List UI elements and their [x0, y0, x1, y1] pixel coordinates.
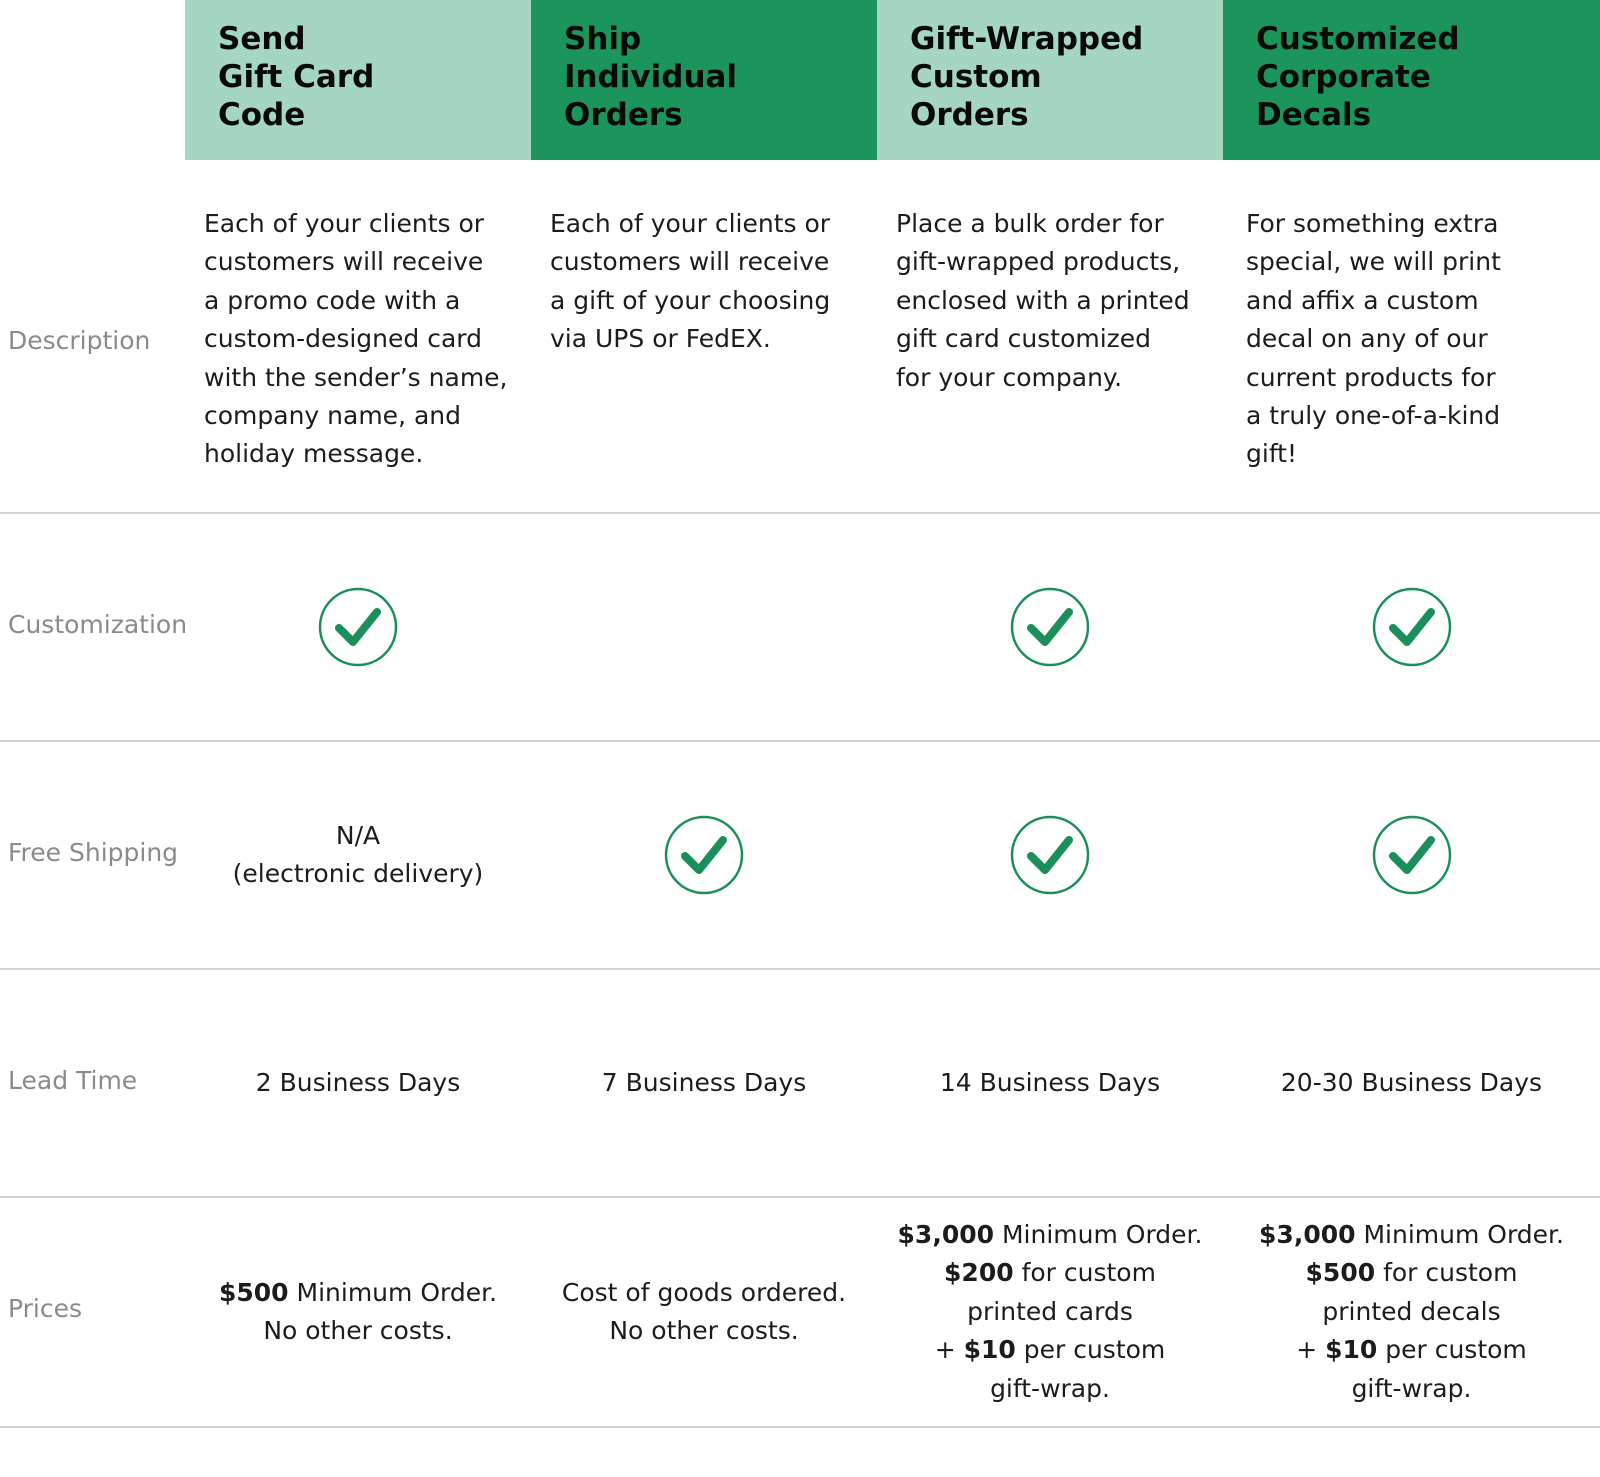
customization-cell	[1223, 514, 1600, 740]
price-text: Minimum Order.	[288, 1277, 498, 1307]
price-text: +	[934, 1335, 964, 1365]
price-text: for custom	[1013, 1258, 1156, 1288]
price-line	[1296, 1331, 1527, 1369]
checkmark-icon	[1372, 587, 1452, 667]
lead-time-cell	[1223, 970, 1600, 1196]
checkmark-icon	[1010, 815, 1090, 895]
free-shipping-na: N/A	[335, 820, 381, 850]
price-line: printed decals	[1322, 1296, 1501, 1326]
free-shipping-cell	[531, 742, 877, 968]
lead-time-cell	[531, 970, 877, 1196]
price-text: Minimum Order.	[994, 1219, 1203, 1249]
checkmark-icon	[1372, 815, 1452, 895]
lead-time-cell	[185, 970, 531, 1196]
column-header-send-gift-card-code: Send Gift Card Code	[185, 0, 531, 160]
price-text: +	[1296, 1335, 1326, 1365]
price-line	[898, 1216, 1203, 1254]
price-cell	[185, 1198, 531, 1426]
price-line	[1306, 1254, 1518, 1292]
checkmark-icon	[664, 815, 744, 895]
price-amount: $3,000	[1259, 1219, 1356, 1249]
row-label-free-shipping: Free Shipping	[8, 838, 179, 867]
checkmark-icon	[1010, 587, 1090, 667]
customization-cell	[185, 514, 531, 740]
price-amount: $3,000	[897, 1219, 995, 1249]
price-cell	[531, 1198, 877, 1426]
free-shipping-cell	[1223, 742, 1600, 968]
row-label-description: Description	[8, 326, 151, 355]
price-text: per custom	[1015, 1335, 1166, 1365]
price-cell	[1223, 1198, 1600, 1426]
price-line: No other costs.	[609, 1316, 799, 1345]
price-text: per custom	[1377, 1335, 1527, 1365]
price-amount: $10	[963, 1335, 1016, 1365]
free-shipping-note: (electronic delivery)	[232, 859, 484, 888]
description-cell: Place a bulk order for gift-wrapped products, enclosed with a printed gift card customized for your company.	[896, 209, 1190, 392]
customization-cell	[531, 514, 877, 740]
row-divider	[0, 1426, 1600, 1428]
lead-time-value: 2 Business Days	[255, 1067, 461, 1097]
price-line: No other costs.	[263, 1316, 453, 1345]
lead-time-cell	[877, 970, 1223, 1196]
price-text: for custom	[1375, 1258, 1518, 1288]
price-text: Minimum Order.	[1355, 1219, 1564, 1249]
price-amount: $200	[944, 1258, 1014, 1288]
price-line	[1259, 1216, 1564, 1254]
column-header-ship-individual-orders: Ship Individual Orders	[531, 0, 877, 160]
row-label-lead-time: Lead Time	[8, 1066, 138, 1095]
price-amount: $500	[1305, 1258, 1376, 1288]
price-line: gift-wrap.	[1351, 1373, 1472, 1403]
row-label-customization: Customization	[8, 610, 188, 639]
row-label-prices: Prices	[8, 1294, 83, 1323]
price-line: printed cards	[967, 1296, 1133, 1326]
description-cell: Each of your clients or customers will receive a promo code with a custom-designed card with the sender’s name, company name, and holiday message.	[204, 209, 508, 469]
lead-time-value: 14 Business Days	[939, 1067, 1161, 1097]
price-amount: $500	[218, 1277, 289, 1307]
price-line: Cost of goods ordered.	[561, 1277, 847, 1307]
lead-time-value: 20-30 Business Days	[1280, 1067, 1543, 1097]
description-cell: For something extra special, we will print and affix a custom decal on any of our current products for a truly one-of-a-kind gift!	[1246, 209, 1501, 469]
customization-cell	[877, 514, 1223, 740]
price-line	[935, 1331, 1166, 1369]
description-cell: Each of your clients or customers will receive a gift of your choosing via UPS or FedEX.	[550, 209, 831, 354]
free-shipping-cell	[877, 742, 1223, 968]
price-line	[219, 1274, 497, 1312]
lead-time-value: 7 Business Days	[601, 1067, 807, 1097]
column-header-customized-corporate-decals: Customized Corporate Decals	[1223, 0, 1600, 160]
price-line	[944, 1254, 1156, 1292]
price-amount: $10	[1325, 1335, 1378, 1365]
free-shipping-cell	[185, 742, 531, 968]
column-header-gift-wrapped-custom-orders: Gift-Wrapped Custom Orders	[877, 0, 1223, 160]
price-line: gift-wrap.	[990, 1373, 1110, 1403]
checkmark-icon	[318, 587, 398, 667]
price-cell	[877, 1198, 1223, 1426]
